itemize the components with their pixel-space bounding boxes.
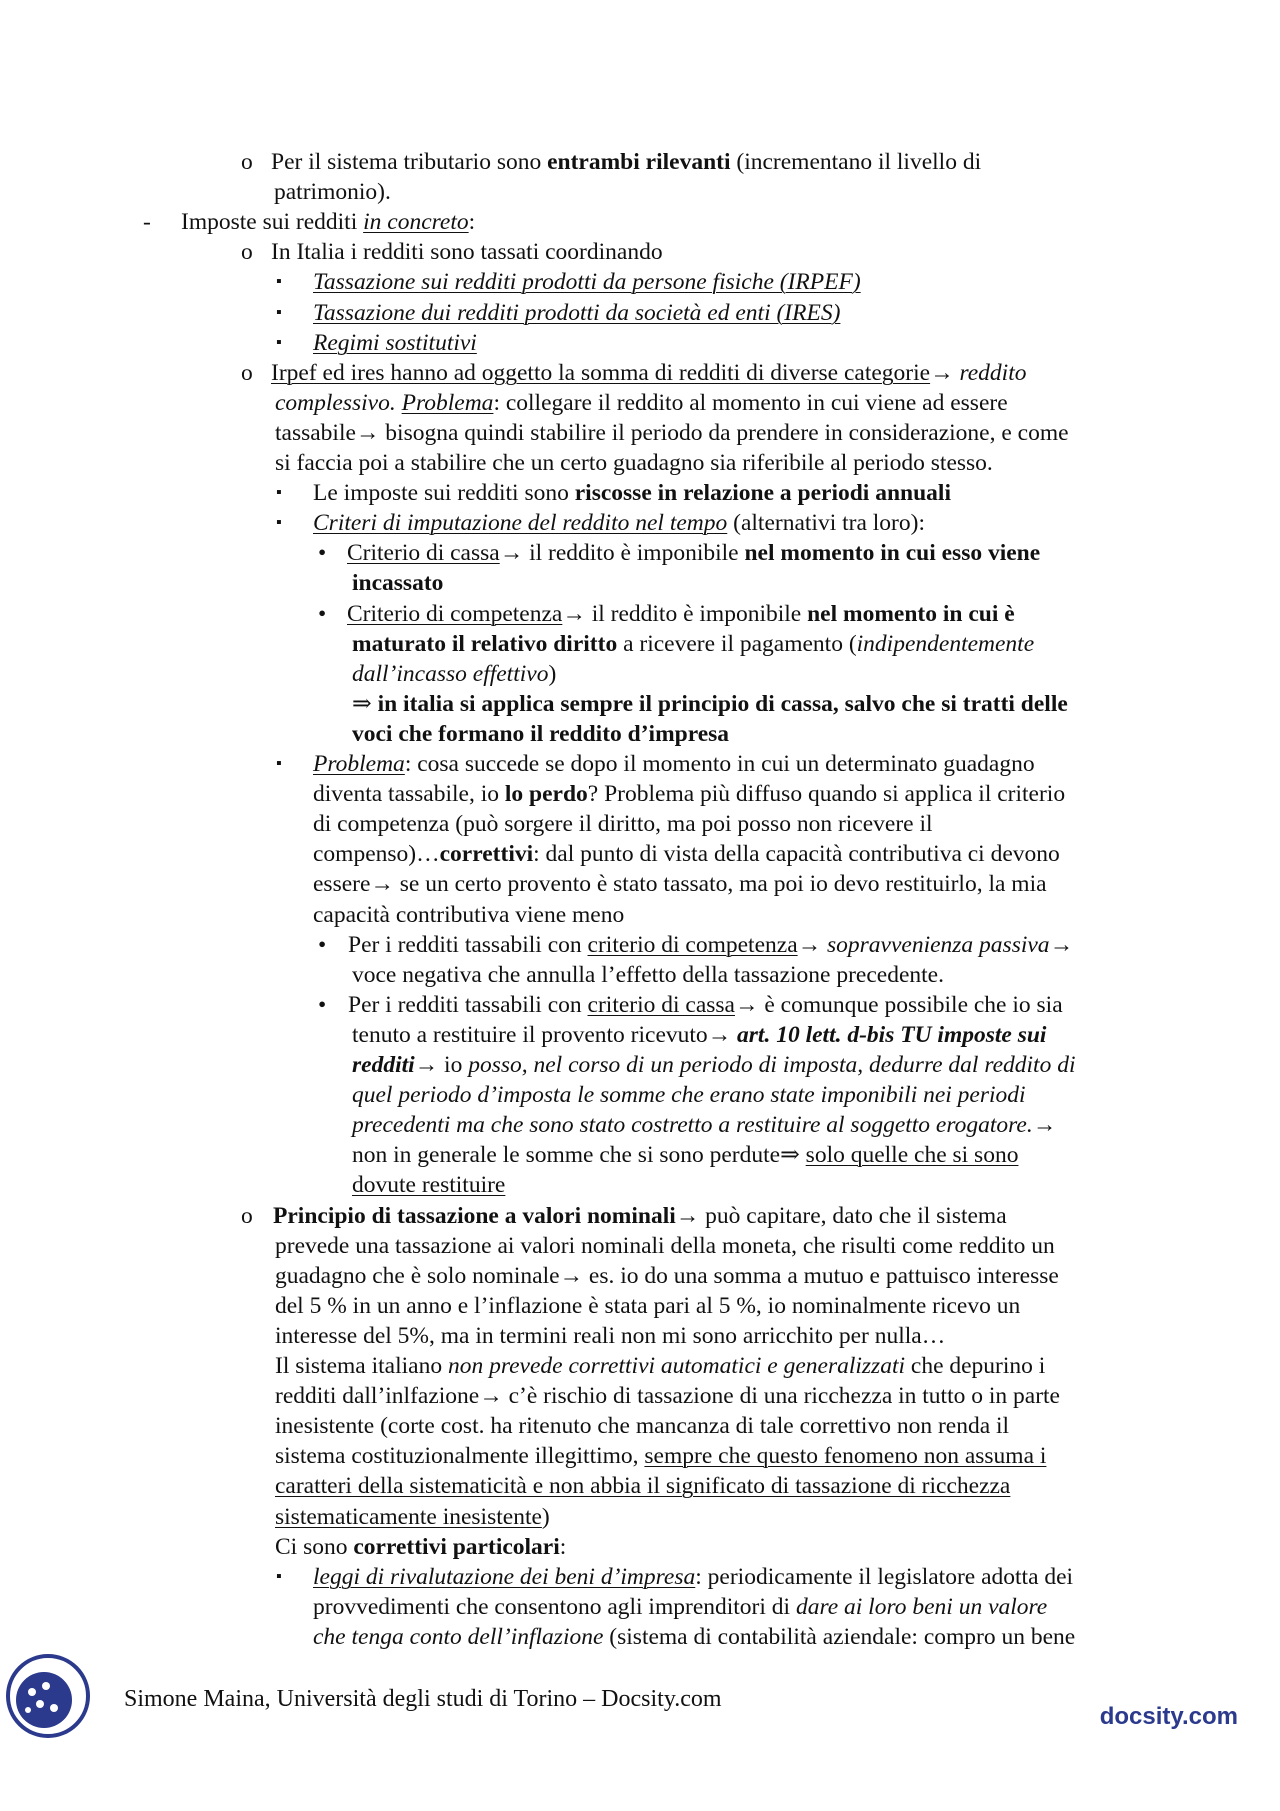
text-line: [348, 930, 1073, 960]
list-marker: ▪: [276, 514, 282, 531]
text-run: → io: [414, 1052, 469, 1078]
text-line: [352, 1020, 1046, 1050]
text-line: [275, 1502, 550, 1532]
text-run: Criterio di competenza: [347, 601, 563, 627]
text-line: [347, 538, 1040, 568]
text-run: (alternativi tra loro):: [727, 510, 925, 536]
text-line: [273, 1201, 1007, 1231]
text-run: : collegare il reddito al momento in cui viene ad essere: [493, 390, 1008, 416]
text-line: [352, 659, 556, 689]
text-run: capacità contributiva viene meno: [313, 902, 625, 928]
text-line: [352, 719, 729, 749]
text-line: [352, 1050, 1076, 1080]
text-line: [313, 508, 925, 538]
text-run: di competenza (può sorgere il diritto, ma poi posso non ricevere il: [313, 811, 933, 837]
text-line: [352, 1140, 1018, 1170]
text-run: →: [1049, 932, 1074, 958]
list-marker: •: [318, 932, 327, 958]
text-run: Irpef ed ires hanno ad oggetto la somma di redditi di diverse categorie: [271, 360, 931, 386]
text-line: [271, 237, 663, 267]
text-run: non prevede correttivi automatici e generalizzati: [447, 1353, 906, 1379]
text-run: sempre che questo fenomeno non assuma i: [644, 1443, 1047, 1469]
text-line: [313, 478, 951, 508]
text-run: Imposte sui redditi: [181, 209, 364, 235]
text-run: art. 10 lett. d-bis TU imposte sui: [737, 1022, 1047, 1048]
text-run: solo quelle che si sono: [805, 1142, 1019, 1168]
text-run: voce negativa che annulla l’effetto della tassazione precedente.: [352, 962, 944, 988]
text-line: [313, 267, 861, 297]
text-run: Ci sono: [275, 1534, 354, 1560]
text-run: criterio di cassa: [587, 992, 735, 1018]
text-line: [275, 1261, 1059, 1291]
text-line: [352, 1110, 1056, 1140]
text-run: lo perdo: [504, 781, 588, 807]
text-line: [313, 779, 1065, 809]
text-line: [313, 749, 1035, 779]
text-run: riscosse in relazione a periodi annuali: [574, 480, 951, 506]
text-line: [271, 358, 1026, 388]
text-run: dovute restituire: [352, 1172, 506, 1198]
text-run: voci che formano il reddito d’impresa: [352, 721, 730, 747]
text-line: [347, 599, 1015, 629]
text-run: Regimi sostitutivi: [313, 330, 477, 356]
text-run: Criterio di cassa: [347, 540, 500, 566]
text-line: [313, 839, 1060, 869]
text-run: correttivi particolari: [353, 1534, 560, 1560]
list-marker: ▪: [276, 755, 282, 772]
text-run: maturato il relativo diritto: [352, 631, 618, 657]
list-marker: •: [318, 540, 327, 566]
text-run: Per i redditi tassabili con: [348, 932, 588, 958]
text-run: :: [559, 1534, 567, 1560]
text-run: essere→ se un certo provento è stato tassato, ma poi io devo restituirlo, la mia: [313, 871, 1047, 897]
text-run: (incrementano il livello di: [730, 149, 982, 175]
text-line: [313, 869, 1047, 899]
text-run: entrambi rilevanti: [547, 149, 731, 175]
text-run: Tassazione dui redditi prodotti da società ed enti (IRES): [313, 300, 841, 326]
text-run: inesistente (corte cost. ha ritenuto che mancanza di tale correttivo non renda il: [275, 1413, 1010, 1439]
text-line: [275, 448, 993, 478]
text-line: [275, 1291, 1020, 1321]
text-line: [275, 1321, 945, 1351]
text-run: guadagno che è solo nominale→ es. io do una somma a mutuo e pattuisco interesse: [275, 1263, 1059, 1289]
text-line: [313, 809, 933, 839]
docsity-brand[interactable]: docsity.com: [1099, 1703, 1238, 1730]
text-run: Principio di tassazione a valori nominali: [273, 1203, 676, 1229]
list-marker: •: [318, 601, 327, 627]
text-line: [181, 207, 475, 237]
text-line: [313, 1592, 1047, 1622]
text-run: tassabile→ bisogna quindi stabilire il periodo da prendere in considerazione, e come: [275, 420, 1069, 446]
text-run: interesse del 5%, ma in termini reali non mi sono arricchito per nulla…: [275, 1323, 946, 1349]
text-run: ? Problema più diffuso quando si applica il criterio: [587, 781, 1066, 807]
text-line: [313, 1622, 1075, 1652]
text-line: [352, 1080, 1026, 1110]
list-marker: ▪: [276, 1568, 282, 1585]
text-run: tenuto a restituire il provento ricevuto→: [352, 1022, 738, 1048]
text-line: [352, 629, 1034, 659]
text-run: redditi: [352, 1052, 415, 1078]
text-run: →: [797, 932, 827, 958]
docsity-logo-icon: [4, 1652, 92, 1740]
text-line: [275, 1441, 1046, 1471]
text-line: [275, 1411, 1009, 1441]
text-run: : periodicamente il legislatore adotta dei: [695, 1564, 1074, 1590]
text-run: patrimonio).: [274, 179, 391, 205]
text-run: In Italia i redditi sono tassati coordinando: [271, 239, 663, 265]
text-run: precedenti ma che sono stato costretto a restituire al soggetto erogatore.: [352, 1112, 1033, 1138]
text-run: Problema: [401, 390, 494, 416]
text-run: leggi di rivalutazione dei beni d’impresa: [313, 1564, 696, 1590]
list-marker: •: [318, 992, 327, 1018]
list-marker: o: [241, 149, 253, 175]
text-line: [274, 177, 391, 207]
text-line: [313, 1562, 1073, 1592]
text-line: [313, 900, 624, 930]
text-run: a ricevere il pagamento (: [617, 631, 857, 657]
text-run: ): [548, 661, 557, 687]
text-run: : dal punto di vista della capacità contributiva ci devono: [533, 841, 1060, 867]
list-marker: ▪: [276, 334, 282, 351]
text-run: diventa tassabile, io: [313, 781, 505, 807]
text-run: sopravvenienza passiva: [827, 932, 1050, 958]
text-line: [313, 298, 840, 328]
text-run: correttivi: [439, 841, 534, 867]
text-line: [275, 1381, 1060, 1411]
text-line: [275, 1351, 1045, 1381]
text-run: provvedimenti che consentono agli imprenditori di: [313, 1594, 796, 1620]
text-run: sistematicamente inesistente: [275, 1504, 542, 1530]
text-run: (sistema di contabilità aziendale: compro un bene: [603, 1624, 1076, 1650]
text-run: in concreto: [363, 209, 469, 235]
text-run: compenso)…: [313, 841, 440, 867]
text-run: → il reddito è imponibile: [562, 601, 808, 627]
text-run: caratteri della sistematicità e non abbia il significato di tassazione di ricchezza: [275, 1473, 1011, 1499]
text-run: reddito: [959, 360, 1027, 386]
text-run: prevede una tassazione ai valori nominali della moneta, che risulti come reddito un: [275, 1233, 1055, 1259]
footer-author-line: Simone Maina, Università degli studi di Torino – Docsity.com: [124, 1686, 722, 1712]
text-run: non in generale le somme che si sono perdute⇒: [352, 1142, 806, 1168]
text-run: quel periodo d’imposta le somme che erano state imponibili nei periodi: [352, 1082, 1026, 1108]
text-run: complessivo.: [275, 390, 402, 416]
text-line: [352, 689, 1068, 719]
text-line: [275, 1471, 1010, 1501]
text-run: redditi dall’inlfazione→ c’è rischio di tassazione di una ricchezza in tutto o in parte: [275, 1383, 1060, 1409]
text-run: Il sistema italiano: [275, 1353, 448, 1379]
text-run: → può capitare, dato che il sistema: [675, 1203, 1007, 1229]
text-run: posso, nel corso di un periodo di imposta, dedurre dal reddito di: [468, 1052, 1076, 1078]
text-run: Criteri di imputazione del reddito nel tempo: [313, 510, 728, 536]
text-line: [352, 960, 944, 990]
list-marker: o: [241, 1203, 253, 1229]
text-run: Per i redditi tassabili con: [348, 992, 588, 1018]
text-line: [313, 328, 477, 358]
text-line: [352, 568, 443, 598]
text-line: [275, 1231, 1055, 1261]
text-run: che tenga conto dell’inflazione: [313, 1624, 604, 1650]
list-marker: ▪: [276, 304, 282, 321]
text-run: :: [468, 209, 476, 235]
text-run: nel momento in cui è: [807, 601, 1015, 627]
text-run: →: [1032, 1112, 1057, 1138]
text-run: → è comunque possibile che io sia: [735, 992, 1063, 1018]
text-run: incassato: [352, 570, 444, 596]
text-run: Per il sistema tributario sono: [271, 149, 548, 175]
text-line: [348, 990, 1063, 1020]
text-run: dare ai loro beni un valore: [795, 1594, 1048, 1620]
text-run: si faccia poi a stabilire che un certo guadagno sia riferibile al periodo stesso.: [275, 450, 993, 476]
text-line: [271, 147, 981, 177]
list-marker: ▪: [276, 273, 282, 290]
text-run: Problema: [313, 751, 405, 777]
text-line: [275, 418, 1069, 448]
list-marker: -: [143, 209, 151, 235]
list-marker: o: [241, 239, 253, 265]
text-run: nel momento in cui esso viene: [744, 540, 1041, 566]
text-run: ⇒: [352, 691, 378, 717]
text-run: indipendentemente: [856, 631, 1035, 657]
text-line: [275, 1532, 566, 1562]
text-run: ): [541, 1504, 550, 1530]
text-run: criterio di competenza: [587, 932, 798, 958]
text-line: [352, 1170, 505, 1200]
text-run: : cosa succede se dopo il momento in cui un determinato guadagno: [404, 751, 1035, 777]
list-marker: o: [241, 360, 253, 386]
text-run: che depurino i: [905, 1353, 1046, 1379]
text-run: dall’incasso effettivo: [352, 661, 549, 687]
text-run: → il reddito è imponibile: [499, 540, 745, 566]
text-run: in italia si applica sempre il principio di cassa, salvo che si tratti delle: [377, 691, 1068, 717]
text-run: del 5 % in un anno e l’inflazione è stata pari al 5 %, io nominalmente ricevo un: [275, 1293, 1021, 1319]
text-run: Tassazione sui redditi prodotti da persone fisiche (IRPEF): [313, 269, 861, 295]
text-line: [275, 388, 1008, 418]
text-run: →: [930, 360, 960, 386]
text-run: sistema costituzionalmente illegittimo,: [275, 1443, 645, 1469]
list-marker: ▪: [276, 484, 282, 501]
text-run: Le imposte sui redditi sono: [313, 480, 575, 506]
